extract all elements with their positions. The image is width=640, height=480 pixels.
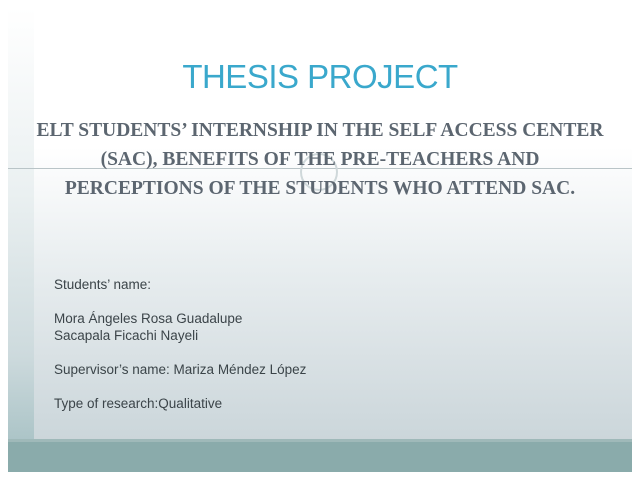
body-spacer bbox=[54, 378, 574, 395]
student-name-1: Mora Ángeles Rosa Guadalupe bbox=[54, 311, 243, 326]
research-type: Type of research:Qualitative bbox=[54, 396, 223, 411]
bottom-accent-bar bbox=[8, 442, 632, 472]
students-name-label: Students’ name: bbox=[54, 277, 152, 292]
slide-body bbox=[54, 276, 574, 412]
body-spacer bbox=[54, 293, 574, 310]
supervisor-name: Supervisor’s name: Mariza Méndez López bbox=[54, 362, 307, 377]
slide-title: THESIS PROJECT bbox=[182, 58, 458, 95]
body-spacer bbox=[54, 344, 574, 361]
student-name-2: Sacapala Ficachi Nayeli bbox=[54, 328, 199, 343]
left-accent-band bbox=[8, 8, 34, 472]
slide-canvas bbox=[8, 8, 632, 472]
slide-subtitle: ELT STUDENTS’ INTERNSHIP IN THE SELF ACCESS CENTER (SAC), BENEFITS OF THE PRE-TEACHERS AND PERCEPTIONS OF THE STUDENTS WHO ATTEND SAC. bbox=[36, 120, 604, 199]
